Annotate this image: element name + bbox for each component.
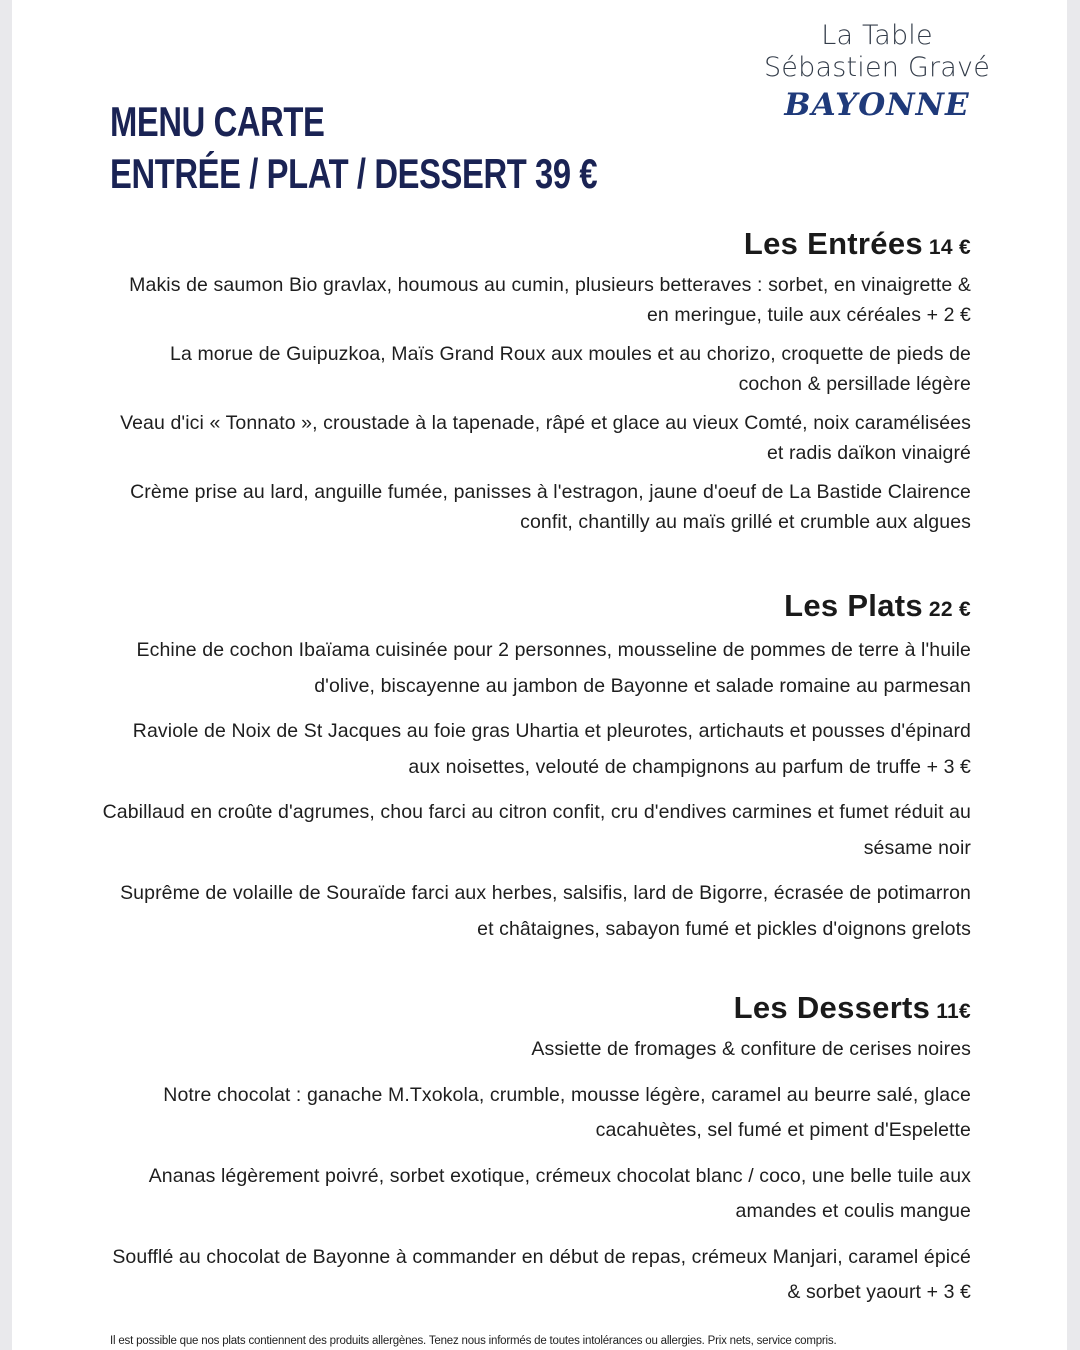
menu-item: La morue de Guipuzkoa, Maïs Grand Roux aux moules et au chorizo, croquette de pieds de cochon & persillade légère bbox=[170, 343, 971, 395]
menu-item: Crème prise au lard, anguille fumée, panisses à l'estragon, jaune d'oeuf de La Bastide Clairence confit, chantilly au maïs grillé et crumble aux algues bbox=[130, 481, 971, 533]
logo-line-city: BAYONNE bbox=[784, 87, 970, 123]
logo-line-chef-name: Sébastien Gravé bbox=[763, 52, 991, 83]
section-price: 14 € bbox=[928, 236, 971, 259]
menu-header bbox=[110, 96, 597, 200]
section-title-text: Les Entrées bbox=[743, 226, 923, 261]
section-plats bbox=[102, 588, 971, 956]
menu-formula-price: ENTRÉE / PLAT / DESSERT 39 € bbox=[110, 150, 598, 197]
menu-item: Cabillaud en croûte d'agrumes, chou farci au citron confit, cru d'endives carmines et fumet réduit au sésame noir bbox=[102, 801, 971, 859]
menu-sheet bbox=[12, 0, 1067, 1350]
allergen-footer-note: Il est possible que nos plats contiennent des produits allergènes. Tenez nous informés de toutes intolérances ou allergies. Prix nets, service compris. bbox=[110, 1335, 837, 1347]
menu-item: Soufflé au chocolat de Bayonne à commander en début de repas, crémeux Manjari, caramel épicé & sorbet yaourt + 3 € bbox=[112, 1246, 971, 1303]
section-title-text: Les Desserts bbox=[733, 990, 931, 1025]
menu-item: Assiette de fromages & confiture de cerises noires bbox=[531, 1038, 971, 1060]
section-title bbox=[102, 588, 971, 624]
menu-item: Suprême de volaille de Souraïde farci aux herbes, salsifis, lard de Bigorre, écrasée de potimarron et châtaignes, sabayon fumé et pickles d'oignons grelots bbox=[120, 882, 971, 940]
section-price: 22 € bbox=[928, 598, 971, 621]
menu-item: Raviole de Noix de St Jacques au foie gras Uhartia et pleurotes, artichauts et pousses d'épinard aux noisettes, velouté de champignons au parfum de truffe + 3 € bbox=[132, 720, 971, 778]
section-price: 11€ bbox=[936, 1000, 971, 1023]
menu-item: Makis de saumon Bio gravlax, houmous au cumin, plusieurs betteraves : sorbet, en vinaigrette & en meringue, tuile aux céréales + 2 € bbox=[129, 274, 971, 326]
section-entrees bbox=[102, 226, 971, 546]
menu-item: Veau d'ici « Tonnato », croustade à la tapenade, râpé et glace au vieux Comté, noix caramélisées et radis daïkon vinaigré bbox=[120, 412, 971, 464]
section-title bbox=[102, 990, 971, 1026]
menu-title: MENU CARTE bbox=[110, 98, 325, 145]
menu-item: Ananas légèrement poivré, sorbet exotique, crémeux chocolat blanc / coco, une belle tuile aux amandes et coulis mangue bbox=[148, 1165, 971, 1222]
section-title bbox=[102, 226, 971, 262]
section-desserts bbox=[102, 990, 971, 1321]
logo-line-la-table: La Table bbox=[821, 20, 933, 51]
menu-item: Notre chocolat : ganache M.Txokola, crumble, mousse légère, caramel au beurre salé, glace cacahuètes, sel fumé et piment d'Espelette bbox=[163, 1084, 971, 1141]
section-title-text: Les Plats bbox=[784, 588, 923, 623]
restaurant-logo bbox=[732, 20, 1022, 124]
menu-item: Echine de cochon Ibaïama cuisinée pour 2 personnes, mousseline de pommes de terre à l'huile d'olive, biscayenne au jambon de Bayonne et salade romaine au parmesan bbox=[136, 639, 971, 697]
